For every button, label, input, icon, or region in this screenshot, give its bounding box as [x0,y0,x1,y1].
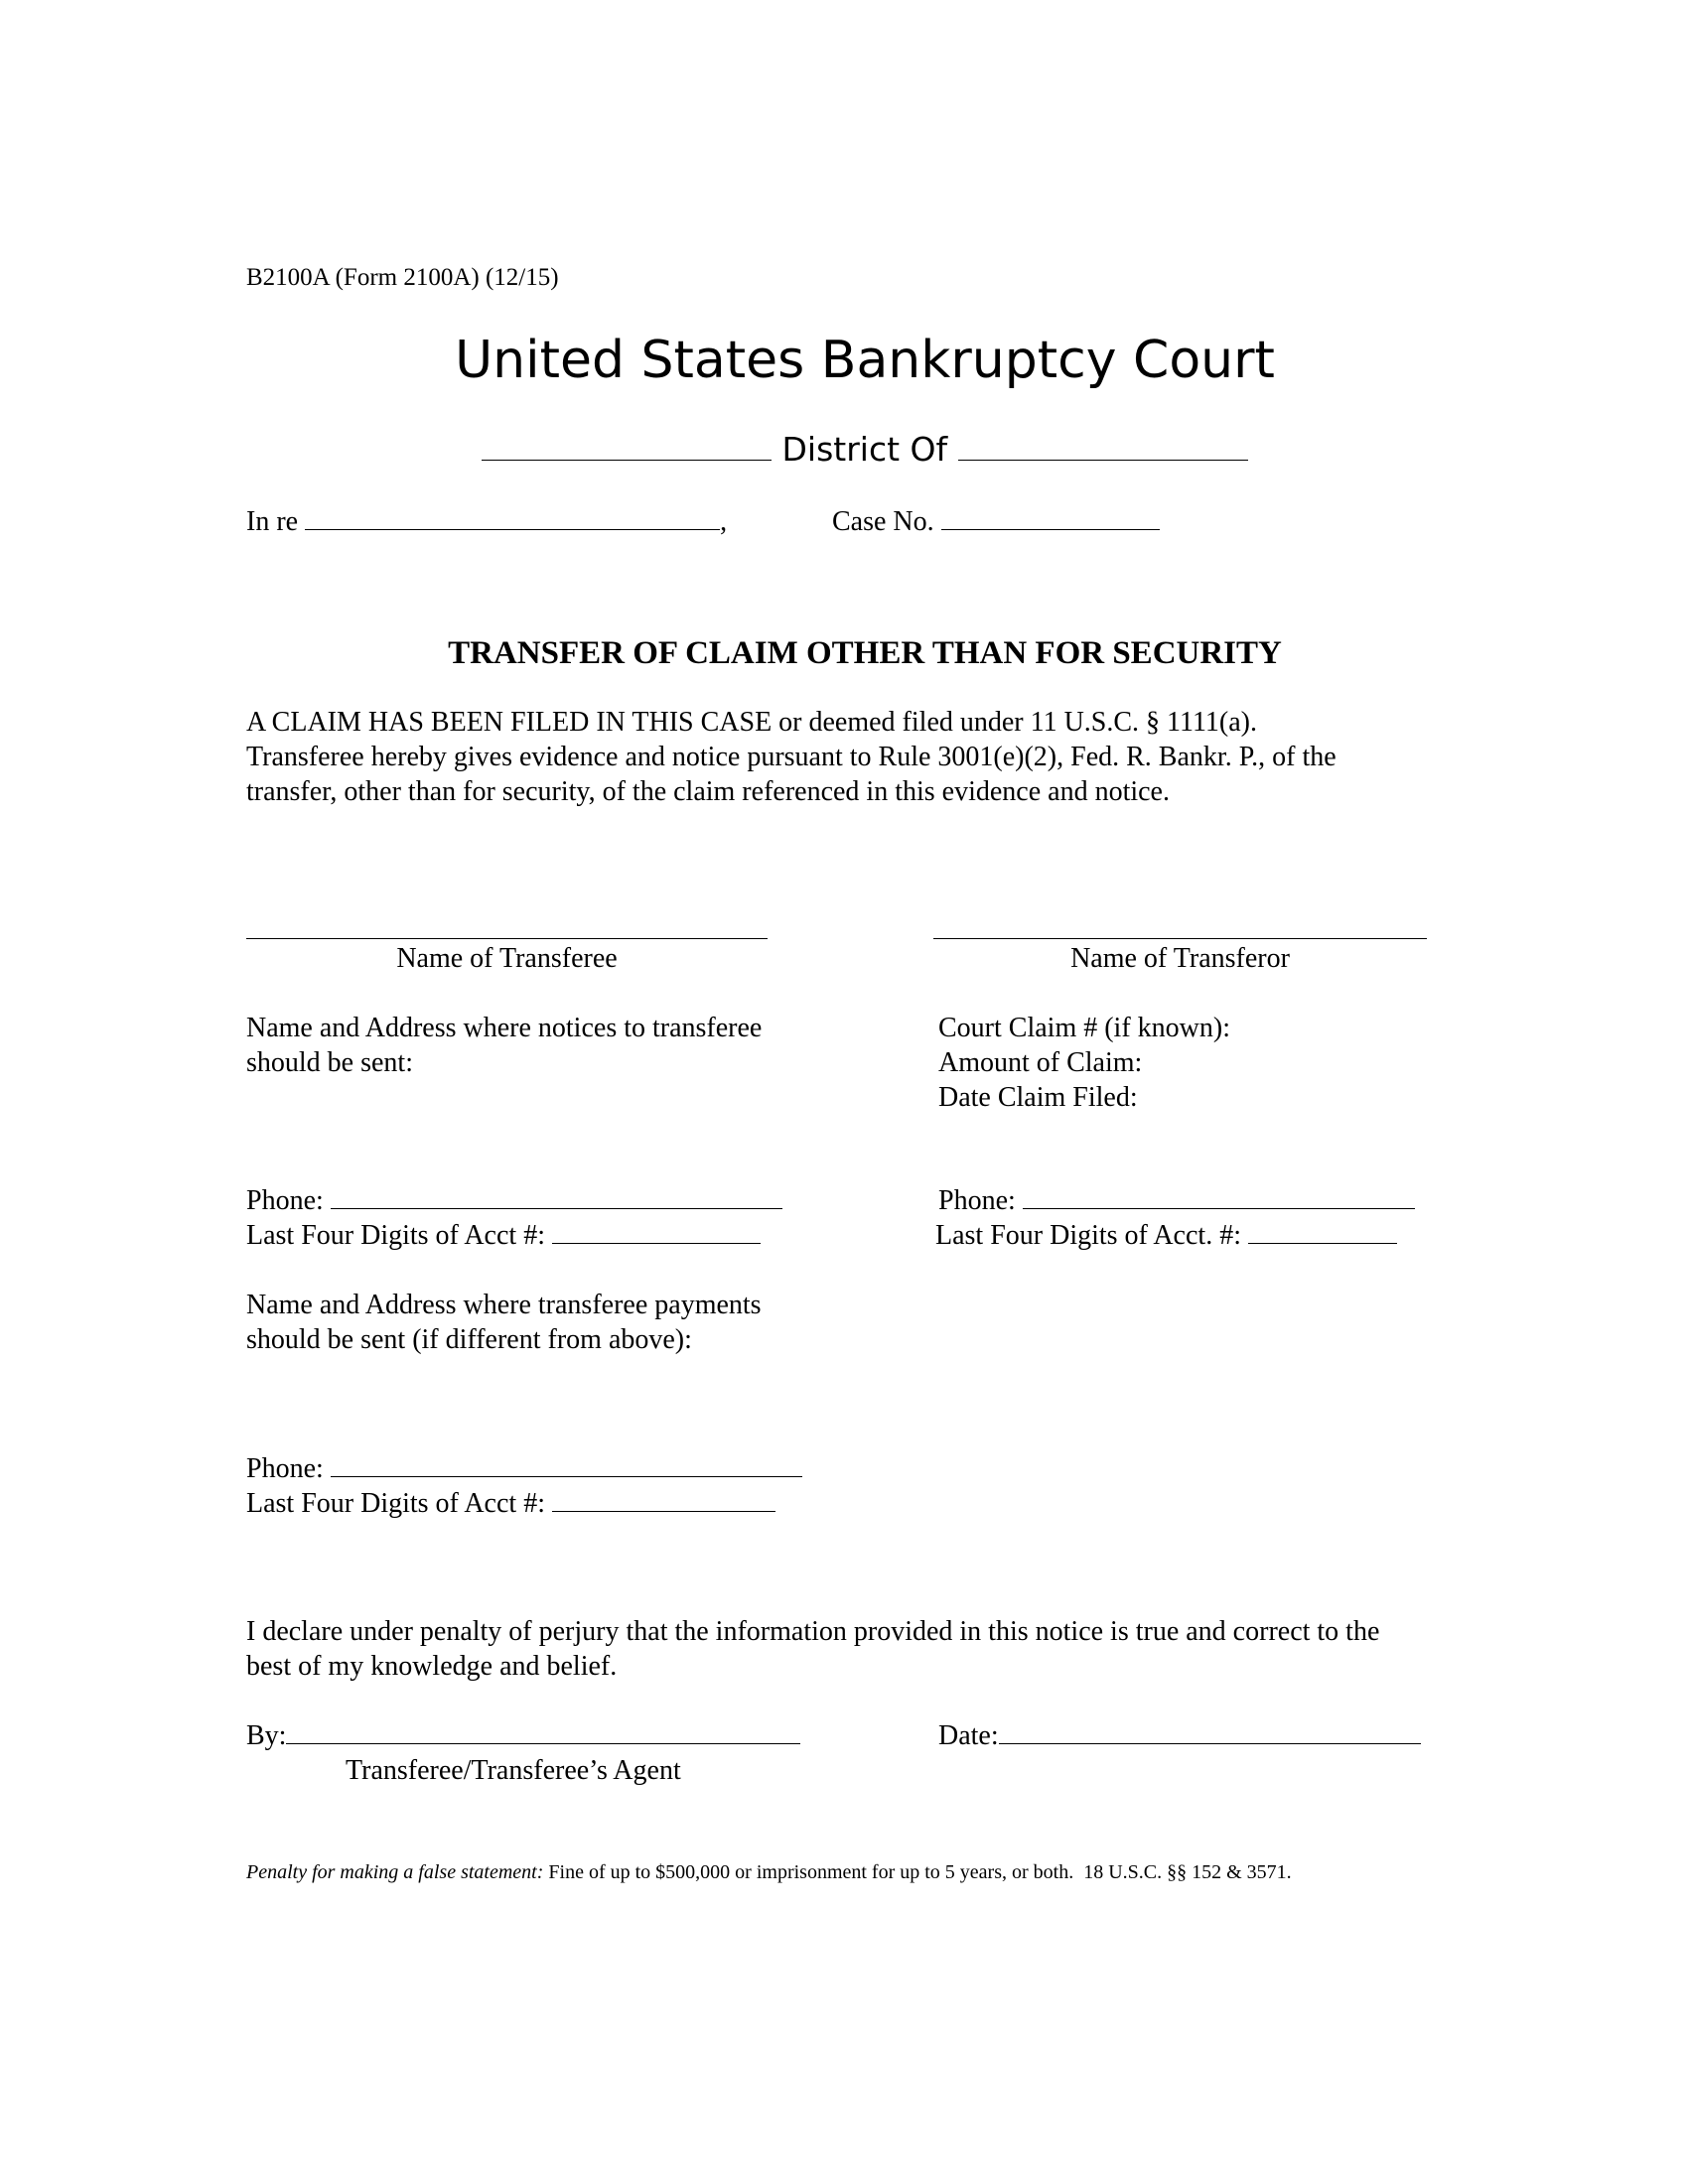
declaration-line-2: best of my knowledge and belief. [246,1651,618,1682]
notices-address-label-1: Name and Address where notices to transferee [246,1013,763,1043]
transferee-acct-field[interactable] [552,1219,761,1244]
payments-acct-label: Last Four Digits of Acct #: [246,1488,545,1519]
signature-field[interactable] [286,1719,800,1744]
in-re-comma: , [720,506,728,537]
district-line [482,429,1248,471]
payments-phone-field[interactable] [331,1452,802,1477]
transferor-phone-row [938,1183,1415,1218]
transferee-name-field[interactable] [246,938,768,939]
transferee-phone-field[interactable] [331,1184,782,1209]
signature-date-field[interactable] [999,1719,1421,1744]
intro-line-1: A CLAIM HAS BEEN FILED IN THIS CASE or deemed filed under 11 U.S.C. § 1111(a). [246,707,1258,738]
transferor-acct-row [935,1218,1397,1253]
penalty-text: Fine of up to $500,000 or imprisonment for up to 5 years, or both. 18 U.S.C. §§ 152 & 3571. [543,1861,1292,1883]
date-label: Date: [938,1720,999,1751]
date-claim-filed-label: Date Claim Filed: [938,1082,1138,1113]
transferee-acct-label: Last Four Digits of Acct #: [246,1220,545,1251]
form-id: B2100A (Form 2100A) (12/15) [246,264,559,291]
payments-phone-label: Phone: [246,1453,324,1484]
payments-phone-row [246,1451,802,1486]
transferee-phone-label: Phone: [246,1185,324,1216]
penalty-label: Penalty for making a false statement: [246,1861,544,1883]
in-re-label: In re [246,506,299,537]
by-label: By: [246,1720,287,1751]
payments-address-label-2: should be sent (if different from above): [246,1324,692,1355]
notices-address-label-2: should be sent: [246,1047,413,1078]
district-name-field-2[interactable] [958,432,1248,461]
case-no-label: Case No. [832,506,934,537]
transferor-phone-label: Phone: [938,1185,1016,1216]
intro-line-3: transfer, other than for security, of the claim referenced in this evidence and notice. [246,776,1170,807]
case-number-field[interactable] [941,505,1160,530]
transferee-name-label: Name of Transferee [396,943,618,974]
case-no-line [832,504,1160,539]
payments-address-label-1: Name and Address where transferee payments [246,1290,762,1320]
intro-line-2: Transferee hereby gives evidence and notice pursuant to Rule 3001(e)(2), Fed. R. Bankr. P., of the [246,742,1336,772]
form-title: TRANSFER OF CLAIM OTHER THAN FOR SECURITY [448,635,1282,671]
transferor-name-field[interactable] [933,938,1427,939]
transferee-phone-row [246,1183,782,1218]
payments-acct-field[interactable] [552,1487,775,1512]
amount-of-claim-label: Amount of Claim: [938,1047,1143,1078]
district-label: District Of [781,430,948,469]
penalty-notice [246,1859,1292,1885]
court-title: United States Bankruptcy Court [455,331,1275,390]
signature-by-row [246,1718,800,1753]
signature-caption: Transferee/Transferee’s Agent [346,1755,681,1786]
court-claim-label: Court Claim # (if known): [938,1013,1230,1043]
signature-date-row [938,1718,1421,1753]
district-name-field[interactable] [482,432,772,461]
transferor-acct-label: Last Four Digits of Acct. #: [935,1220,1241,1251]
transferor-phone-field[interactable] [1023,1184,1415,1209]
debtor-name-field[interactable] [305,505,720,530]
transferee-acct-row [246,1218,761,1253]
in-re-line [246,504,727,539]
payments-acct-row [246,1486,775,1521]
declaration-line-1: I declare under penalty of perjury that the information provided in this notice is true and correct to the [246,1616,1380,1647]
transferor-name-label: Name of Transferor [1070,943,1290,974]
transferor-acct-field[interactable] [1248,1219,1397,1244]
